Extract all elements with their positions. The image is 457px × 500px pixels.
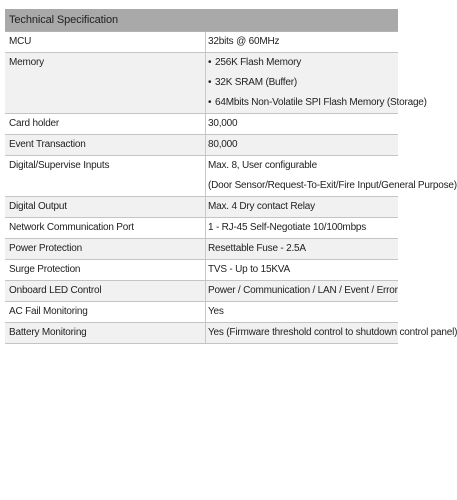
spec-rows — [5, 32, 457, 344]
spec-value-bullet-item — [208, 53, 398, 73]
spec-value-cell — [206, 239, 399, 260]
table-row — [5, 114, 398, 135]
spec-label: Event Transaction — [9, 139, 86, 150]
spec-value: 256K Flash Memory — [215, 57, 302, 68]
spec-label: AC Fail Monitoring — [9, 306, 88, 317]
spec-value: Max. 8, User configurable — [208, 160, 317, 171]
spec-value-cell — [206, 114, 399, 135]
spec-value-bullet-item — [208, 73, 398, 93]
table-row — [5, 281, 398, 302]
technical-spec-table — [5, 9, 457, 344]
spec-label-cell — [5, 197, 206, 218]
spec-label-cell — [5, 302, 206, 323]
spec-value: Max. 4 Dry contact Relay — [208, 201, 315, 212]
spec-label: MCU — [9, 36, 32, 47]
spec-label-cell — [5, 32, 206, 53]
table-row — [5, 32, 398, 53]
spec-value-cell — [206, 260, 399, 281]
spec-label: Network Communication Port — [9, 222, 134, 233]
spec-label-cell — [5, 135, 206, 156]
spec-value-cell — [206, 323, 457, 344]
spec-value-cell — [206, 32, 399, 53]
table-row — [5, 239, 398, 260]
bullet-icon: • — [208, 77, 212, 88]
spec-label: Battery Monitoring — [9, 327, 87, 338]
spec-value-cell — [206, 156, 457, 197]
table-row — [5, 218, 398, 239]
spec-value-cell — [206, 197, 399, 218]
spec-value: 1 - RJ-45 Self-Negotiate 10/100mbps — [208, 222, 367, 233]
spec-value-cell — [206, 218, 399, 239]
spec-value: 32bits @ 60MHz — [208, 36, 280, 47]
spec-value: (Door Sensor/Request-To-Exit/Fire Input/General Purpose) — [208, 180, 457, 191]
spec-value: Yes (Firmware threshold control to shutdown control panel) — [208, 327, 457, 338]
table-row — [5, 323, 398, 344]
bullet-icon: • — [208, 97, 212, 108]
spec-label-cell — [5, 281, 206, 302]
table-row — [5, 197, 398, 218]
spec-label-cell — [5, 156, 206, 197]
spec-value-bullet-item — [208, 93, 427, 113]
spec-value: 30,000 — [208, 118, 238, 129]
table-row — [5, 260, 398, 281]
spec-label-cell — [5, 323, 206, 344]
table-row — [5, 135, 398, 156]
spec-label: Digital Output — [9, 201, 67, 212]
spec-label-cell — [5, 260, 206, 281]
table-header: Technical Specification — [5, 9, 398, 32]
spec-value-cell — [206, 53, 427, 114]
spec-value: 64Mbits Non-Volatile SPI Flash Memory (Storage) — [215, 97, 427, 108]
spec-value-cell — [206, 302, 399, 323]
spec-value: 80,000 — [208, 139, 238, 150]
spec-label-cell — [5, 218, 206, 239]
spec-value-cell — [206, 281, 399, 302]
spec-value: 32K SRAM (Buffer) — [215, 77, 298, 88]
table-row — [5, 302, 398, 323]
spec-label: Surge Protection — [9, 264, 81, 275]
spec-label-cell — [5, 53, 206, 114]
spec-label: Onboard LED Control — [9, 285, 102, 296]
table-row — [5, 156, 398, 197]
spec-value: TVS - Up to 15KVA — [208, 264, 291, 275]
table-row — [5, 53, 398, 114]
spec-value: Resettable Fuse - 2.5A — [208, 243, 306, 254]
spec-label-cell — [5, 239, 206, 260]
bullet-icon: • — [208, 57, 212, 68]
spec-label: Power Protection — [9, 243, 82, 254]
spec-value: Power / Communication / LAN / Event / Error — [208, 285, 398, 296]
spec-label: Memory — [9, 57, 44, 68]
spec-label: Card holder — [9, 118, 60, 129]
spec-label-cell — [5, 114, 206, 135]
spec-label: Digital/Supervise Inputs — [9, 160, 110, 171]
spec-value: Yes — [208, 306, 224, 317]
spec-value-cell — [206, 135, 399, 156]
